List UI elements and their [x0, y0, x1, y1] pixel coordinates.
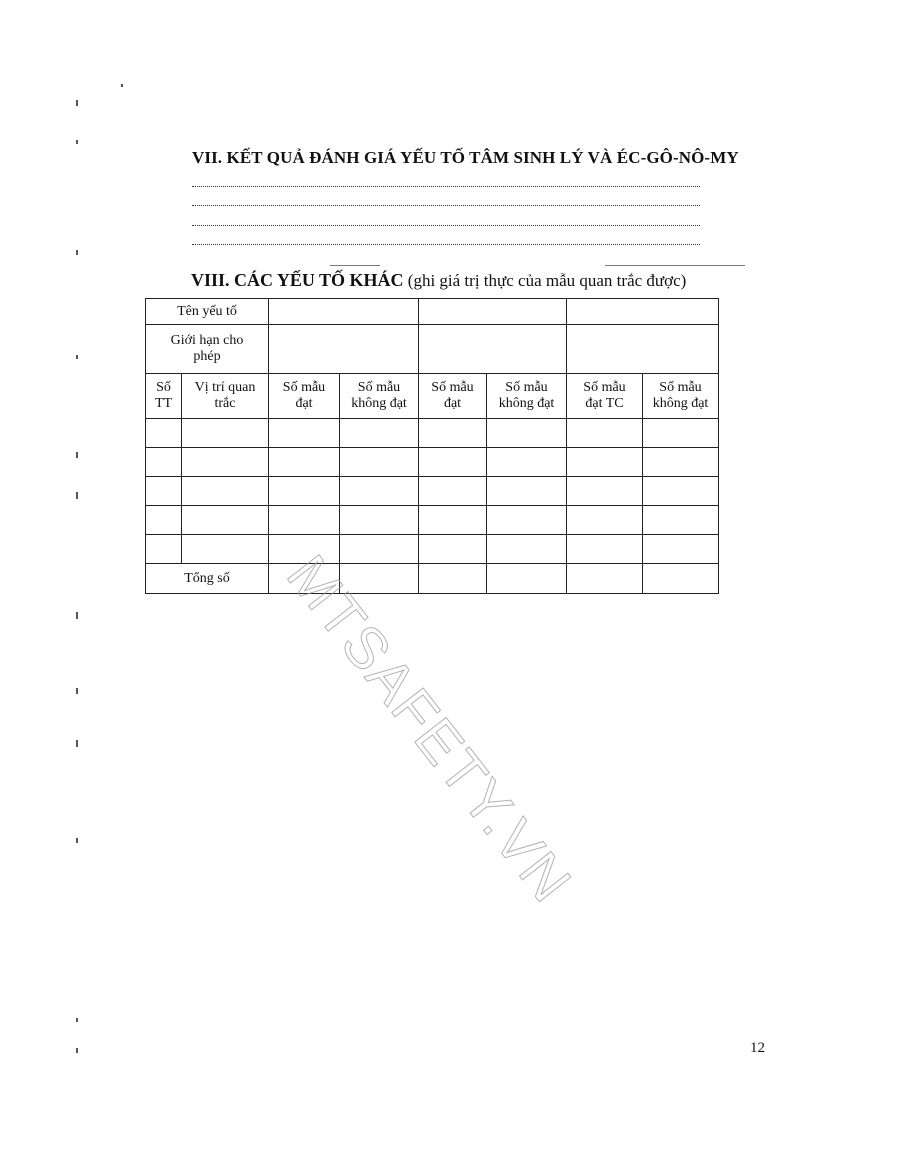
answer-line-4	[192, 244, 700, 245]
factor-name-cell[interactable]	[419, 299, 567, 325]
factor-name-cell[interactable]	[567, 299, 719, 325]
scan-speck	[76, 612, 78, 619]
table-cell[interactable]	[182, 506, 269, 535]
table-cell[interactable]	[269, 419, 340, 448]
header-g3-pass: Số mẫu đạt TC	[567, 374, 643, 419]
answer-line-2	[192, 205, 700, 206]
factor-name-cell[interactable]	[269, 299, 419, 325]
table-cell[interactable]	[340, 477, 419, 506]
scan-speck	[76, 250, 78, 255]
scan-speck	[76, 688, 78, 694]
table-cell[interactable]	[182, 419, 269, 448]
watermark-text: MTSAFETY.VN	[274, 543, 585, 915]
table-cell[interactable]	[419, 506, 487, 535]
column-header-row	[146, 374, 719, 419]
table-cell[interactable]	[643, 419, 719, 448]
total-label: Tổng số	[146, 564, 269, 594]
header-g1-fail: Số mẫu không đạt	[340, 374, 419, 419]
scan-speck	[76, 1018, 78, 1022]
table-cell[interactable]	[643, 506, 719, 535]
table-row	[146, 419, 719, 448]
scan-speck	[76, 140, 78, 144]
section-8-note: (ghi giá trị thực của mẫu quan trắc được)	[403, 271, 687, 290]
table-cell[interactable]	[487, 477, 567, 506]
scan-speck	[76, 492, 78, 499]
limit-cell[interactable]	[269, 325, 419, 374]
table-cell[interactable]	[487, 535, 567, 564]
total-cell[interactable]	[419, 564, 487, 594]
section-7-title: VII. KẾT QUẢ ĐÁNH GIÁ YẾU TỐ TÂM SINH LÝ VÀ ÉC-GÔ-NÔ-MY	[192, 148, 739, 167]
table-row	[146, 448, 719, 477]
header-g3-fail: Số mẫu không đạt	[643, 374, 719, 419]
table-cell[interactable]	[487, 419, 567, 448]
factor-name-label: Tên yếu tố	[146, 299, 269, 325]
section-8-heading: VIII. CÁC YẾU TỐ KHÁC	[191, 270, 404, 290]
table-cell[interactable]	[567, 535, 643, 564]
scan-speck	[76, 452, 78, 458]
table-row	[146, 535, 719, 564]
scan-speck	[76, 100, 78, 106]
table-cell[interactable]	[419, 448, 487, 477]
table-cell[interactable]	[269, 477, 340, 506]
total-cell[interactable]	[487, 564, 567, 594]
scan-speck	[76, 838, 78, 843]
scan-rule	[330, 265, 380, 266]
limit-cell[interactable]	[567, 325, 719, 374]
table-cell[interactable]	[146, 506, 182, 535]
table-cell[interactable]	[182, 477, 269, 506]
table-cell[interactable]	[146, 477, 182, 506]
table-cell[interactable]	[419, 477, 487, 506]
header-g2-pass: Số mẫu đạt	[419, 374, 487, 419]
scan-speck	[76, 740, 78, 747]
table-cell[interactable]	[643, 448, 719, 477]
table-cell[interactable]	[269, 506, 340, 535]
table-row	[146, 477, 719, 506]
table-row	[146, 506, 719, 535]
table-cell[interactable]	[182, 535, 269, 564]
scan-speck	[76, 1048, 78, 1053]
total-cell[interactable]	[567, 564, 643, 594]
header-g1-pass: Số mẫu đạt	[269, 374, 340, 419]
table-cell[interactable]	[340, 506, 419, 535]
table-cell[interactable]	[419, 419, 487, 448]
answer-line-3	[192, 225, 700, 226]
table-cell[interactable]	[643, 477, 719, 506]
total-cell[interactable]	[643, 564, 719, 594]
answer-line-1	[192, 186, 700, 187]
limit-cell[interactable]	[419, 325, 567, 374]
table-cell[interactable]	[487, 506, 567, 535]
table-cell[interactable]	[269, 448, 340, 477]
table-cell[interactable]	[182, 448, 269, 477]
table-cell[interactable]	[340, 448, 419, 477]
table-cell[interactable]	[487, 448, 567, 477]
table-cell[interactable]	[643, 535, 719, 564]
page-number: 12	[750, 1040, 765, 1056]
table-cell[interactable]	[567, 448, 643, 477]
total-row	[146, 564, 719, 594]
table-cell[interactable]	[567, 419, 643, 448]
section-8-title	[191, 270, 686, 291]
limit-label: Giới hạn cho phép	[146, 325, 269, 374]
factor-name-row	[146, 299, 719, 325]
table-cell[interactable]	[340, 419, 419, 448]
scan-speck	[76, 355, 78, 359]
other-factors-table	[145, 298, 719, 594]
table-cell[interactable]	[419, 535, 487, 564]
table-cell[interactable]	[340, 535, 419, 564]
table-cell[interactable]	[567, 506, 643, 535]
table-cell[interactable]	[146, 448, 182, 477]
header-g2-fail: Số mẫu không đạt	[487, 374, 567, 419]
table-cell[interactable]	[567, 477, 643, 506]
table-cell[interactable]	[146, 535, 182, 564]
header-no: Số TT	[146, 374, 182, 419]
table-cell[interactable]	[146, 419, 182, 448]
scan-speck	[121, 84, 123, 87]
limit-row	[146, 325, 719, 374]
header-location: Vị trí quan trắc	[182, 374, 269, 419]
scan-rule	[605, 265, 745, 266]
